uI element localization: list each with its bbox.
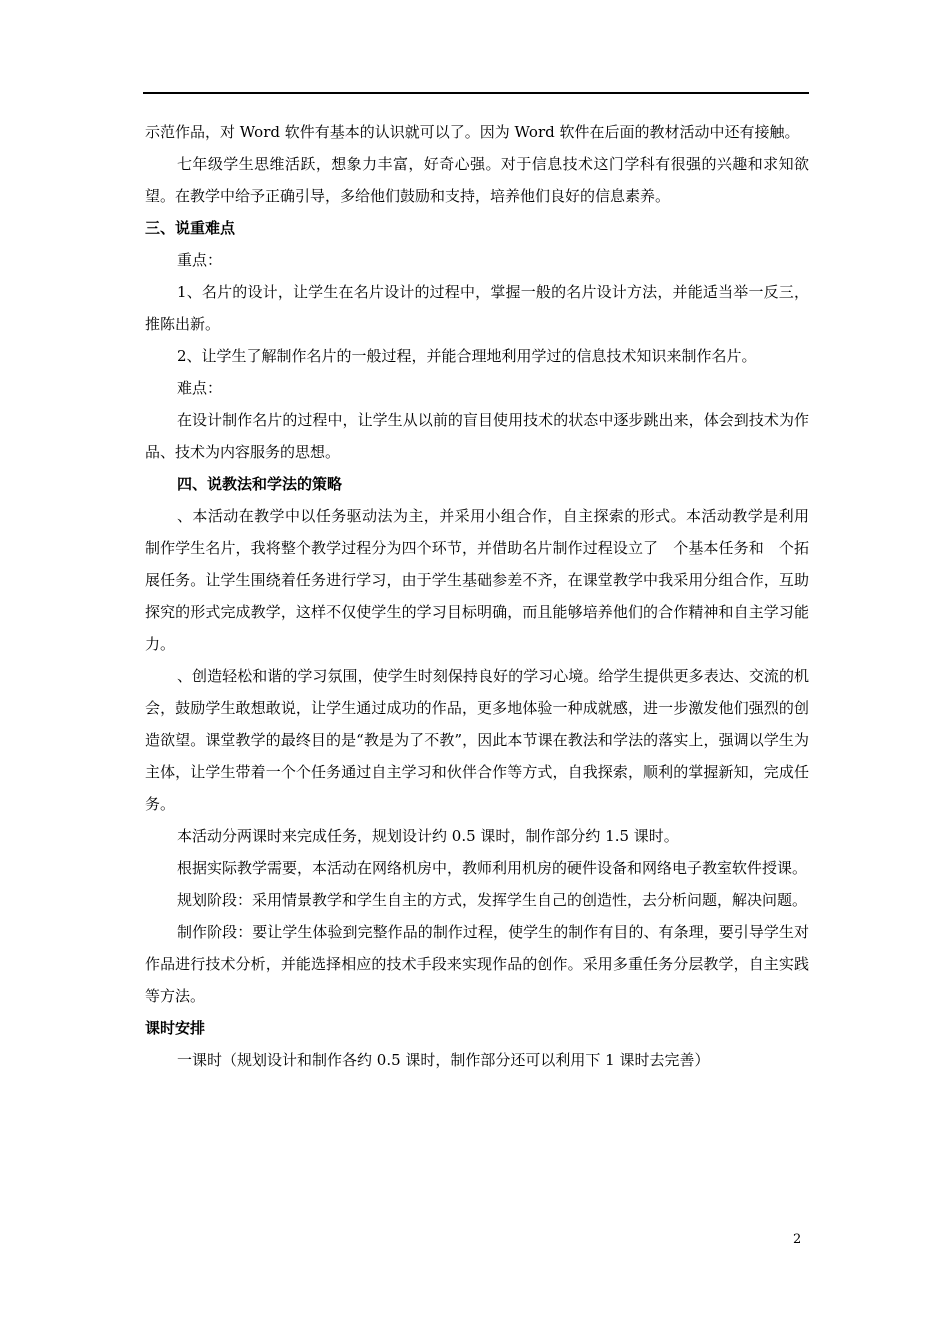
paragraph: 示范作品，对 Word 软件有基本的认识就可以了。因为 Word 软件在后面的教材活动中还有接触。 [145, 123, 800, 141]
header-rule [143, 92, 809, 94]
paragraph: 制作阶段：要让学生体验到完整作品的制作过程，使学生的制作有目的、有条理，要引导学生对作品进行技术分析，并能选择相应的技术手段来实现作品的创作。采用多重任务分层教学，自主实践等方法。 [145, 923, 809, 1005]
section-heading: 四、说教法和学法的策略 [177, 475, 343, 493]
section-heading: 三、说重难点 [145, 219, 236, 237]
paragraph: 本活动分两课时来完成任务，规划设计约 0.5 课时，制作部分约 1.5 课时。 [177, 827, 679, 845]
section-heading: 课时安排 [145, 1019, 206, 1037]
paragraph: 一课时（规划设计和制作各约 0.5 课时，制作部分还可以利用下 1 课时去完善） [177, 1051, 710, 1069]
paragraph: 规划阶段：采用情景教学和学生自主的方式，发挥学生自己的创造性，去分析问题，解决问题。 [177, 891, 808, 909]
paragraph: 2、让学生了解制作名片的一般过程，并能合理地利用学过的信息技术知识来制作名片。 [177, 347, 757, 365]
paragraph: 难点： [177, 379, 223, 397]
paragraph: 重点： [177, 251, 223, 269]
paragraph: 七年级学生思维活跃，想象力丰富，好奇心强。对于信息技术这门学科有很强的兴趣和求知欲望。在教学中给予正确引导，多给他们鼓励和支持，培养他们良好的信息素养。 [145, 155, 809, 205]
paragraph: 1、名片的设计，让学生在名片设计的过程中，掌握一般的名片设计方法，并能适当举一反三，推陈出新。 [145, 283, 809, 333]
paragraph: 在设计制作名片的过程中，让学生从以前的盲目使用技术的状态中逐步跳出来，体会到技术为作品、技术为内容服务的思想。 [145, 411, 809, 461]
page-number: 2 [793, 1232, 802, 1247]
document-body [145, 116, 844, 1076]
paragraph: 、本活动在教学中以任务驱动法为主，并采用小组合作，自主探索的形式。本活动教学是利用 制作学生名片，我将整个教学过程分为四个环节，并借助名片制作过程设立了 个基本任务和 个拓展任务。让学生围绕着任务进行学习，由于学生基础参差不齐，在课堂教学中我采用分组合作，互助探究的形式完成教学，这样不仅使学生的学习目标明确，而且能够培养他们的合作精神和自主学习能力。 [145, 507, 844, 653]
paragraph: 根据实际教学需要，本活动在网络机房中，教师利用机房的硬件设备和网络电子教室软件授课。 [177, 859, 808, 877]
paragraph: 、创造轻松和谐的学习氛围，使学生时刻保持良好的学习心境。给学生提供更多表达、交流的机会，鼓励学生敢想敢说，让学生通过成功的作品，更多地体验一种成就感，进一步激发他们强烈的创造欲望。课堂教学的最终目的是“教是为了不教”，因此本节课在教法和学法的落实上，强调以学生为主体，让学生带着一个个任务通过自主学习和伙伴合作等方式，自我探索，顺利的掌握新知，完成任务。 [145, 667, 809, 813]
